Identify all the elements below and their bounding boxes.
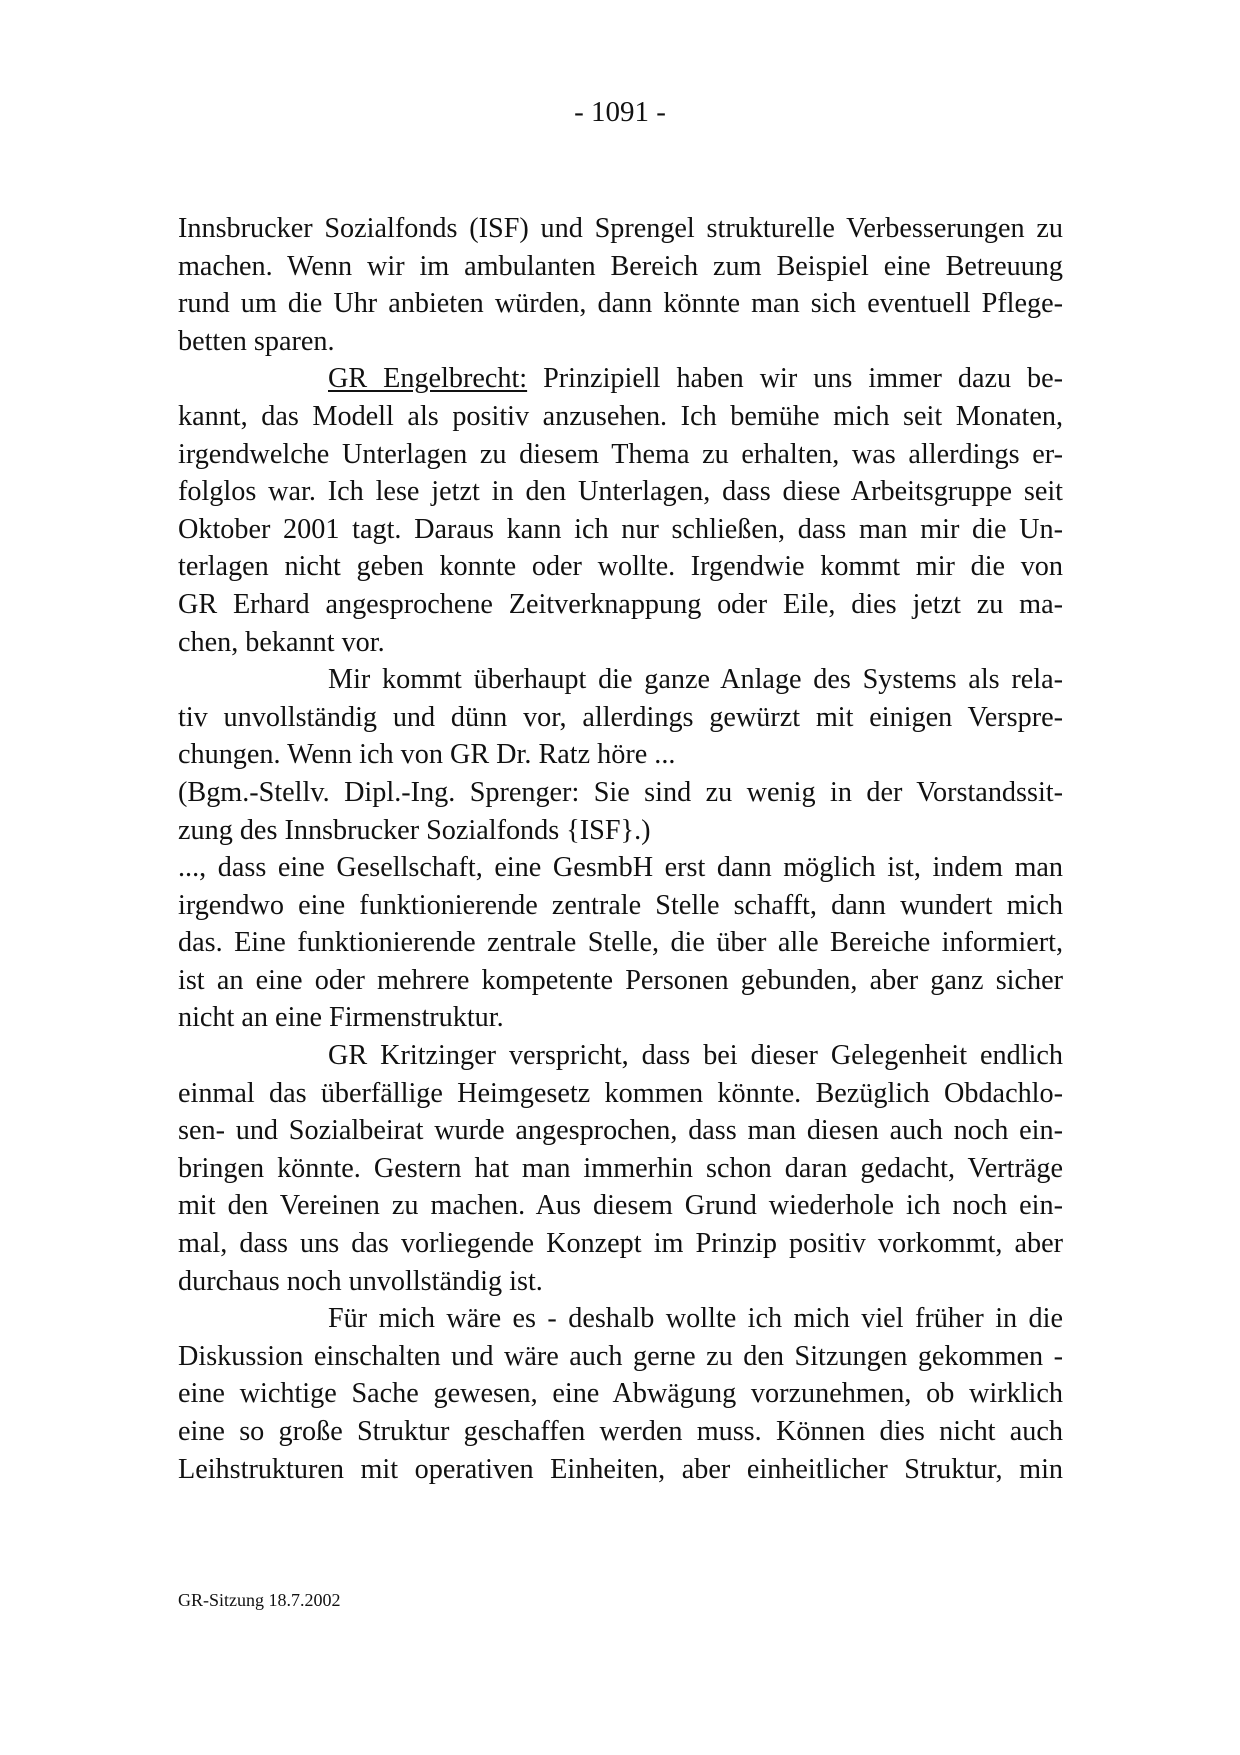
text-line: folglos war. Ich lese jetzt in den Unterlagen, dass diese Arbeitsgruppe seit [178,476,1063,508]
text-line: nicht an eine Firmenstruktur. [178,1002,504,1034]
interjection-line: (Bgm.-Stellv. Dipl.-Ing. Sprenger: Sie sind zu wenig in der Vorstandssit- [178,776,1063,808]
body-text [178,210,1063,1488]
text-line: das. Eine funktionierende zentrale Stelle, die über alle Bereiche informiert, [178,927,1063,959]
text-line: Diskussion einschalten und wäre auch gerne zu den Sitzungen gekommen - [178,1340,1063,1372]
text-line: sen- und Sozialbeirat wurde angesprochen, dass man diesen auch noch ein- [178,1115,1063,1147]
text-line: Oktober 2001 tagt. Daraus kann ich nur schließen, dass man mir die Un- [178,513,1063,545]
text-line: chungen. Wenn ich von GR Dr. Ratz höre ... [178,739,676,771]
text-line: eine wichtige Sache gewesen, eine Abwägung vorzunehmen, ob wirklich [178,1378,1063,1410]
speaker-name: GR Engelbrecht: [328,363,528,395]
text-line: durchaus noch unvollständig ist. [178,1265,543,1297]
footer-session-date: GR-Sitzung 18.7.2002 [178,1590,341,1610]
text-line: rund um die Uhr anbieten würden, dann könnte man sich eventuell Pflege- [178,288,1063,320]
text-line: einmal das überfällige Heimgesetz kommen könnte. Bezüglich Obdachlo- [178,1077,1063,1109]
text-line: chen, bekannt vor. [178,626,385,658]
text-line: irgendwo eine funktionierende zentrale Stelle schafft, dann wundert mich [178,889,1063,921]
text-line: tiv unvollständig und dünn vor, allerdings gewürzt mit einigen Verspre- [178,701,1063,733]
text-line: mal, dass uns das vorliegende Konzept im Prinzip positiv vorkommt, aber [178,1228,1063,1260]
text-line: ist an eine oder mehrere kompetente Personen gebunden, aber ganz sicher [178,964,1063,996]
text-line: GR Erhard angesprochene Zeitverknappung oder Eile, dies jetzt zu ma- [178,588,1063,620]
text-line: GR Kritzinger verspricht, dass bei dieser Gelegenheit endlich [328,1040,1063,1072]
page-number: - 1091 - [574,96,666,128]
speaker-line-text: Prinzipiell haben wir uns immer dazu be- [527,363,1063,395]
speaker-line [178,360,1063,398]
text-line: ..., dass eine Gesellschaft, eine GesmbH erst dann möglich ist, indem man [178,852,1063,884]
interjection-line: zung des Innsbrucker Sozialfonds {ISF}.) [178,814,651,846]
text-line: machen. Wenn wir im ambulanten Bereich zum Beispiel eine Betreuung [178,250,1063,282]
text-line: Innsbrucker Sozialfonds (ISF) und Sprengel strukturelle Verbesserungen zu [178,213,1063,244]
text-line: irgendwelche Unterlagen zu diesem Thema zu erhalten, was allerdings er- [178,438,1063,470]
text-line: terlagen nicht geben konnte oder wollte. Irgendwie kommt mir die von [178,551,1063,583]
text-line: Mir kommt überhaupt die ganze Anlage des Systems als rela- [328,664,1063,696]
text-line: Für mich wäre es - deshalb wollte ich mich viel früher in die [328,1303,1063,1335]
text-line: kannt, das Modell als positiv anzusehen. Ich bemühe mich seit Monaten, [178,400,1063,432]
text-line: mit den Vereinen zu machen. Aus diesem Grund wiederhole ich noch ein- [178,1190,1063,1222]
text-line: eine so große Struktur geschaffen werden muss. Können dies nicht auch [178,1416,1063,1447]
text-line: Leihstrukturen mit operativen Einheiten, aber einheitlicher Struktur, min [178,1453,1063,1485]
text-line: betten sparen. [178,325,335,357]
text-line: bringen könnte. Gestern hat man immerhin schon daran gedacht, Verträge [178,1152,1063,1184]
